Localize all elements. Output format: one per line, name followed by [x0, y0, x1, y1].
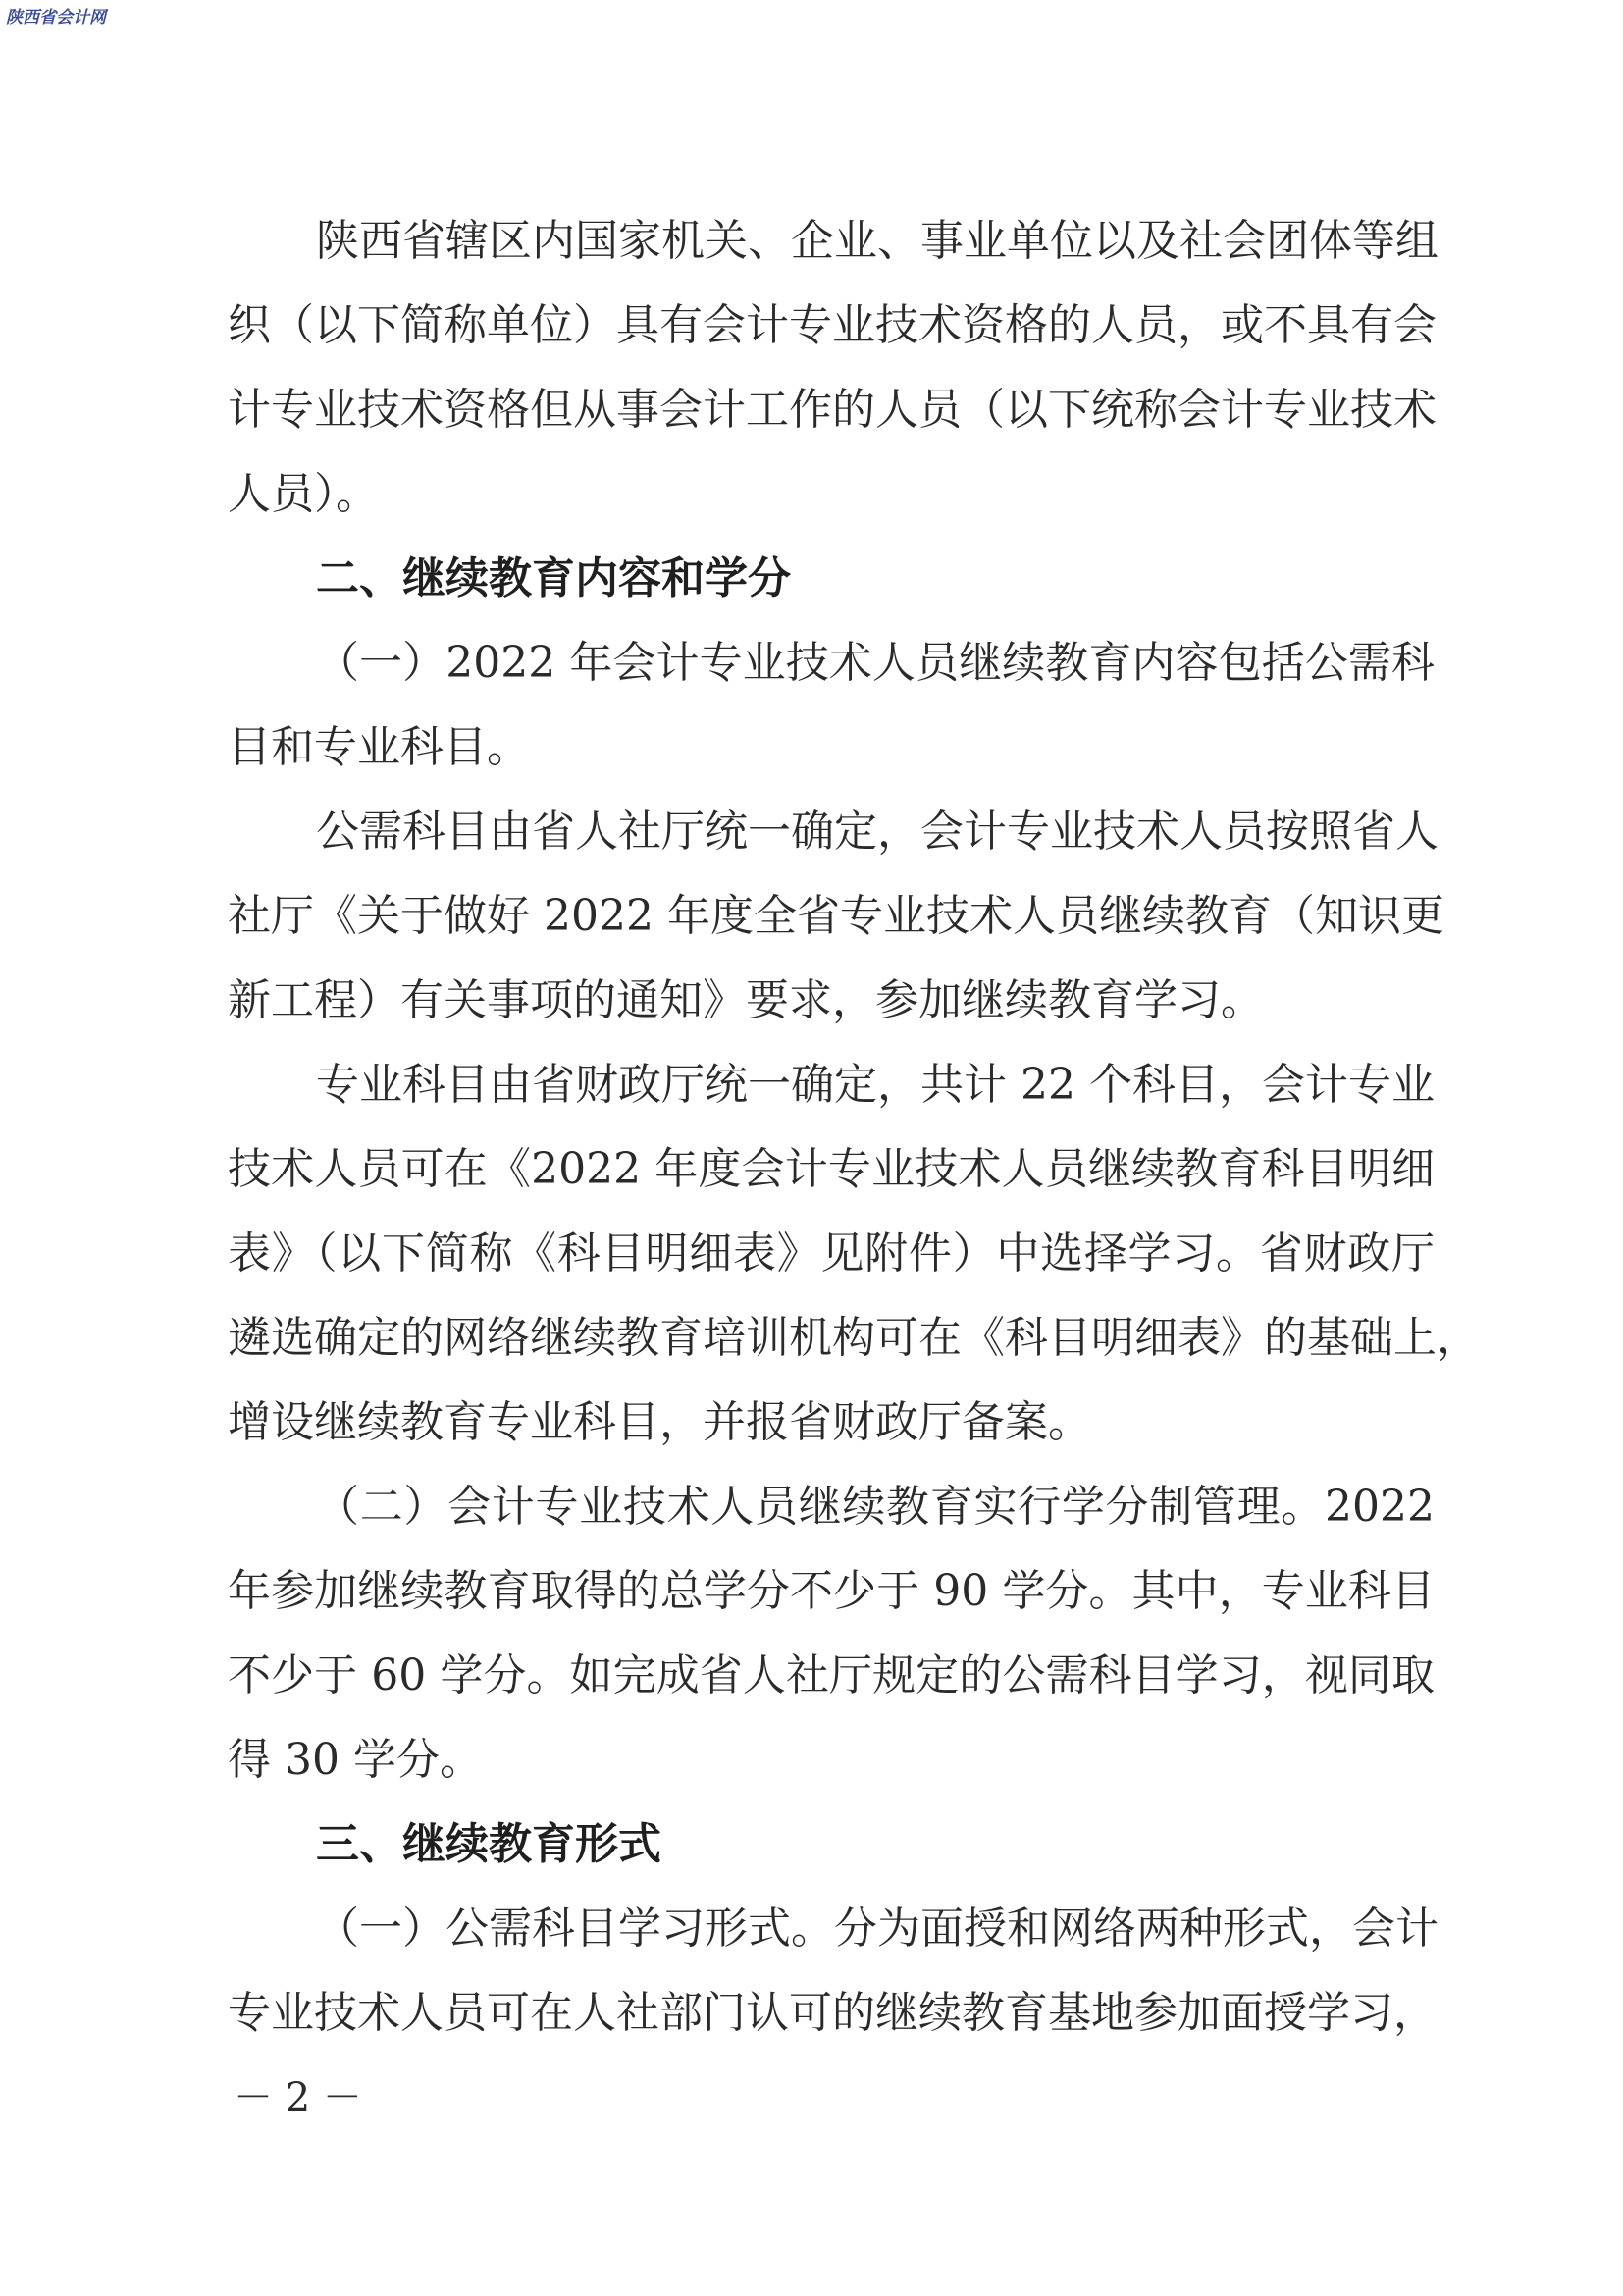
text-line: 人员）。	[228, 469, 379, 519]
text-line: 遴选确定的网络继续教育培训机构可在《科目明细表》的基础上，	[228, 1313, 1480, 1363]
text-line: 年参加继续教育取得的总学分不少于 90 学分。其中，专业科目	[228, 1566, 1435, 1616]
text-line: 新工程）有关事项的通知》要求，参加继续教育学习。	[228, 975, 1264, 1025]
section-heading-content-and-credits: 二、继续教育内容和学分	[316, 553, 791, 603]
text-line: 增设继续教育专业科目，并报省财政厅备案。	[228, 1397, 1091, 1447]
text-line: （一）公需科目学习形式。分为面授和网络两种形式，会计	[316, 1904, 1439, 1954]
site-watermark: 陕西省会计网	[6, 8, 106, 27]
text-line: 织（以下简称单位）具有会计专业技术资格的人员，或不具有会	[228, 300, 1437, 350]
text-line: 专业技术人员可在人社部门认可的继续教育基地参加面授学习，	[228, 1988, 1437, 2038]
text-line: 不少于 60 学分。如完成省人社厅规定的公需科目学习，视同取	[228, 1650, 1435, 1700]
text-line: 目和专业科目。	[228, 722, 530, 772]
text-line: 技术人员可在《2022 年度会计专业技术人员继续教育科目明细	[228, 1144, 1435, 1194]
text-line: 社厅《关于做好 2022 年度全省专业技术人员继续教育（知识更	[228, 891, 1444, 941]
text-line: 表》（以下简称《科目明细表》见附件）中选择学习。省财政厅	[228, 1228, 1435, 1278]
text-line: 陕西省辖区内国家机关、企业、事业单位以及社会团体等组	[316, 216, 1439, 266]
text-line: （一）2022 年会计专业技术人员继续教育内容包括公需科	[316, 638, 1435, 688]
text-line: 公需科目由省人社厅统一确定，会计专业技术人员按照省人	[316, 807, 1439, 857]
text-line: （二）会计专业技术人员继续教育实行学分制管理。2022	[316, 1482, 1435, 1532]
text-line: 得 30 学分。	[228, 1735, 483, 1785]
text-line: 专业科目由省财政厅统一确定，共计 22 个科目，会计专业	[316, 1060, 1435, 1110]
section-heading-education-forms: 三、继续教育形式	[316, 1819, 661, 1869]
text-line: 计专业技术资格但从事会计工作的人员（以下统称会计专业技术	[228, 385, 1437, 435]
page-number: － 2 －	[234, 2075, 362, 2120]
